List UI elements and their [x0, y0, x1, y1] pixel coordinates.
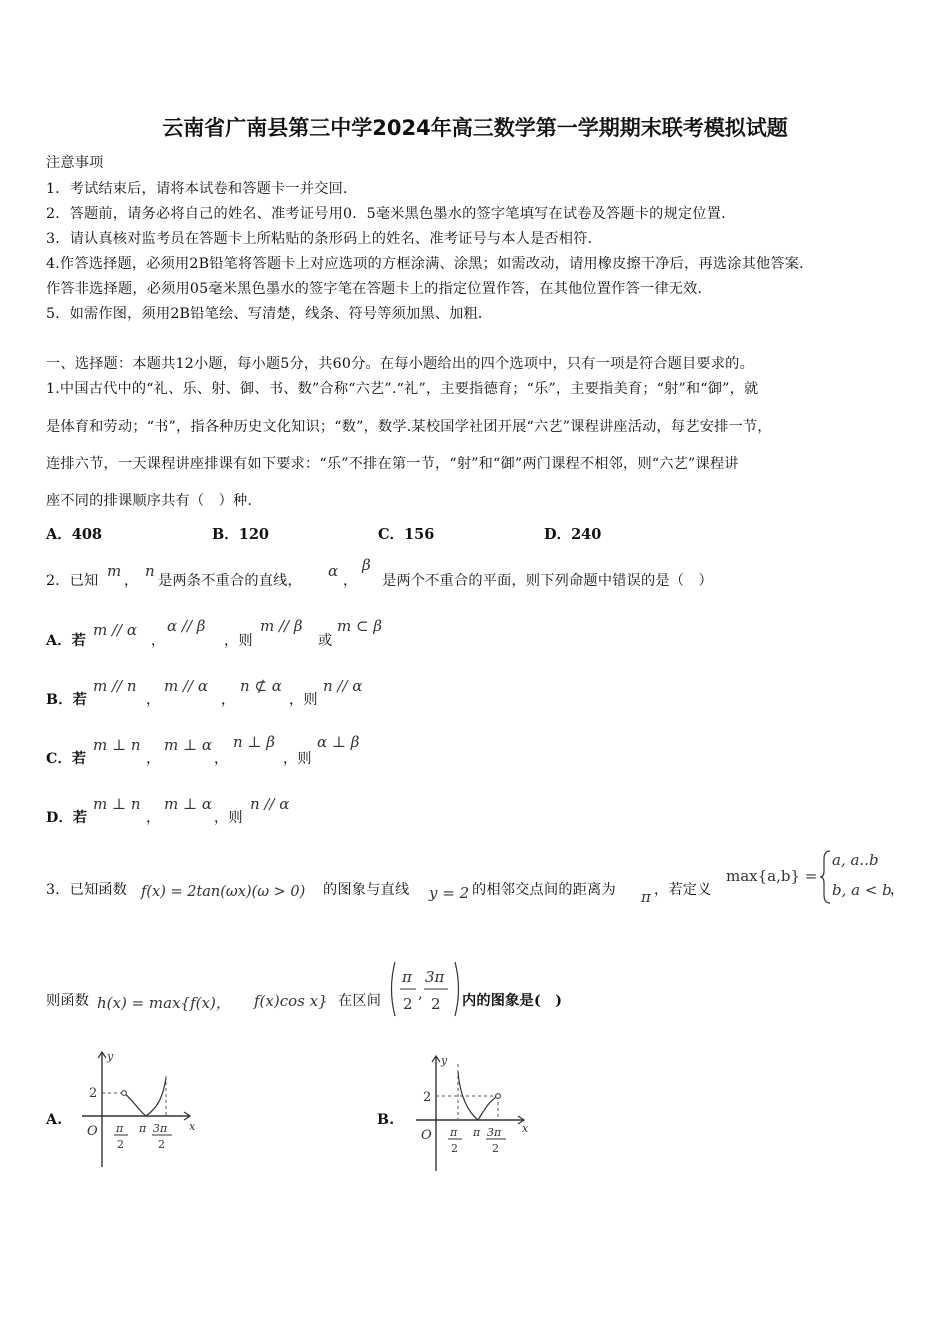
- q2-c-result: α ⊥ β: [317, 733, 360, 751]
- q2-a-result1: m // β: [260, 617, 303, 635]
- y-tick-2: 2: [423, 1090, 432, 1105]
- q1-line: 连排六节，一天课程讲座排课有如下要求：“乐”不排在第一节，“射”和“御”两门课程不相邻，则“六艺”课程讲: [46, 456, 739, 472]
- notice-heading: 注意事项: [46, 155, 104, 171]
- x-label: x: [189, 1120, 196, 1133]
- page-title: 云南省广南县第三中学2024年高三数学第一学期期末联考模拟试题: [162, 116, 788, 140]
- q2-then: ，则: [224, 633, 253, 649]
- curve: [124, 1078, 166, 1116]
- q2-n: n: [145, 562, 155, 580]
- tick-pi: π: [139, 1122, 147, 1135]
- q3-suffix: 内的图象是( ): [462, 993, 563, 1009]
- q3-interval-label: 在区间: [338, 993, 382, 1009]
- q1-line: 座不同的排课顺序共有（ ）种.: [46, 493, 253, 509]
- interval-num2: 3π: [425, 968, 445, 986]
- q2-a-cond2: α // β: [167, 617, 206, 635]
- q2-b-cond1: m // n: [93, 677, 137, 695]
- tick-3pi-half-den: 2: [492, 1142, 499, 1155]
- q2-comma: ，: [146, 810, 161, 826]
- tick-3pi-half-num: 3π: [487, 1126, 502, 1139]
- q2-b-cond2: m // α: [164, 677, 208, 695]
- q2-b-result: n // α: [323, 677, 363, 695]
- q2-option-c-label[interactable]: C．若: [46, 751, 87, 767]
- q2-then: ，则: [214, 810, 243, 826]
- q3-pi: π: [641, 888, 651, 906]
- q2-a-cond1: m // α: [93, 621, 137, 639]
- notice-item: 4.作答选择题，必须用2B铅笔将答题卡上对应选项的方框涂满、涂黑；如需改动，请用橡皮擦干净后，再选涂其他答案．: [46, 256, 814, 272]
- q3-end-comma: ，: [890, 882, 905, 898]
- q3-case2: b, a < b: [832, 881, 892, 899]
- q2-alpha: α: [328, 562, 339, 580]
- interval-den1: 2: [403, 995, 413, 1013]
- q3-h-def-2: f(x)cos x}: [254, 992, 328, 1010]
- q2-comma: ，: [146, 751, 161, 767]
- svg-text:,: ,: [418, 984, 423, 1002]
- q3-line2-prefix: 则函数: [46, 993, 90, 1009]
- y-tick-2: 2: [89, 1086, 98, 1101]
- q2-comma: ，: [151, 633, 166, 649]
- q3-case1: a, a..b: [832, 851, 879, 869]
- q2-c-cond3: n ⊥ β: [233, 733, 275, 751]
- q3-prefix: 3．已知函数: [46, 882, 128, 898]
- tick-3pi-half-num: 3π: [153, 1122, 168, 1135]
- tick-pi-half-num: π: [450, 1126, 458, 1139]
- q1-option-c[interactable]: C．156: [378, 526, 435, 543]
- q3-mid1: 的图象与直线: [323, 882, 410, 898]
- open-point: [122, 1091, 127, 1096]
- q2-comma: ，: [343, 573, 358, 589]
- q1-option-a[interactable]: A．408: [46, 526, 103, 543]
- tick-pi-half-den: 2: [117, 1138, 124, 1151]
- q2-option-d-label[interactable]: D．若: [46, 810, 88, 826]
- interval-den2: 2: [431, 995, 441, 1013]
- origin-label: O: [421, 1128, 432, 1143]
- x-label: x: [522, 1122, 529, 1135]
- q1-line: 1.中国古代中的“礼、乐、射、御、书、数”合称“六艺”.“礼”，主要指德育；“乐”，主要指美育；“射”和“御”，就: [46, 381, 759, 397]
- q1-option-d[interactable]: D．240: [544, 526, 602, 543]
- q2-b-cond3: n ⊄ α: [240, 677, 282, 695]
- tick-pi: π: [473, 1126, 481, 1139]
- q2-d-cond1: m ⊥ n: [93, 795, 141, 813]
- q2-option-a-label[interactable]: A．若: [46, 633, 86, 649]
- q3-graph-b[interactable]: [412, 1052, 536, 1176]
- q3-brace: [818, 849, 832, 905]
- q2-m: m: [107, 562, 122, 580]
- notice-item: 2．答题前，请务必将自己的姓名、准考证号用0．5毫米黑色墨水的签字笔填写在试卷及答题卡的规定位置．: [46, 206, 736, 222]
- notice-item: 5．如需作图，须用2B铅笔绘、写清楚，线条、符号等须加黑、加粗．: [46, 306, 493, 322]
- q3-interval: [388, 960, 462, 1018]
- q2-option-b-label[interactable]: B．若: [46, 692, 87, 708]
- q2-then: ，则: [283, 751, 312, 767]
- q2-c-cond1: m ⊥ n: [93, 736, 141, 754]
- q2-comma: ，: [146, 692, 161, 708]
- open-point: [496, 1094, 501, 1099]
- tick-pi-half-num: π: [116, 1122, 124, 1135]
- origin-label: O: [87, 1124, 98, 1139]
- q2-or: 或: [318, 633, 333, 649]
- q2-comma: ，: [124, 573, 139, 589]
- tick-pi-half-den: 2: [451, 1142, 458, 1155]
- q2-stem-prefix: 2．已知: [46, 573, 99, 589]
- q2-beta: β: [362, 556, 371, 574]
- q2-d-result: n // α: [250, 795, 290, 813]
- q2-c-cond2: m ⊥ α: [164, 736, 212, 754]
- q1-option-b[interactable]: B．120: [212, 526, 270, 543]
- q2-then: ，则: [289, 692, 318, 708]
- q2-d-cond2: m ⊥ α: [164, 795, 212, 813]
- q2-a-result2: m ⊂ β: [337, 617, 382, 635]
- interval-num1: π: [402, 968, 412, 986]
- q1-line: 是体育和劳动；“书”，指各种历史文化知识；“数”，数学.某校国学社团开展“六艺”课程讲座活动，每艺安排一节，: [46, 419, 772, 435]
- q3-h-def: h(x) = max{f(x)，: [97, 994, 231, 1012]
- q3-max-def: max{a,b} =: [726, 867, 818, 885]
- q2-stem-mid: 是两条不重合的直线，: [158, 573, 302, 589]
- q3-line: y = 2: [429, 884, 470, 902]
- q2-stem-end: 是两个不重合的平面，则下列命题中错误的是（ ）: [382, 573, 713, 589]
- q3-mid2: 的相邻交点间的距离为: [472, 882, 616, 898]
- q3-option-a-label[interactable]: A.: [46, 1112, 63, 1128]
- q3-function: f(x) = 2tan(ωx)(ω > 0): [141, 884, 306, 900]
- tick-3pi-half-den: 2: [158, 1138, 165, 1151]
- q2-comma: ，: [214, 751, 229, 767]
- q3-mid3: ，若定义: [654, 882, 712, 898]
- notice-item: 作答非选择题，必须用05毫米黑色墨水的签字笔在答题卡上的指定位置作答，在其他位置作答一律无效．: [46, 281, 712, 297]
- y-label: y: [441, 1054, 448, 1067]
- notice-item: 1．考试结束后，请将本试卷和答题卡一并交回．: [46, 181, 358, 197]
- q2-comma: ，: [221, 692, 236, 708]
- q3-graph-a[interactable]: [78, 1048, 202, 1172]
- q3-option-b-label[interactable]: B.: [377, 1112, 395, 1128]
- y-label: y: [107, 1050, 114, 1063]
- notice-item: 3．请认真核对监考员在答题卡上所粘贴的条形码上的姓名、准考证号与本人是否相符．: [46, 231, 602, 247]
- section-heading: 一、选择题：本题共12小题，每小题5分，共60分。在每小题给出的四个选项中，只有一项是符合题目要求的。: [46, 356, 754, 372]
